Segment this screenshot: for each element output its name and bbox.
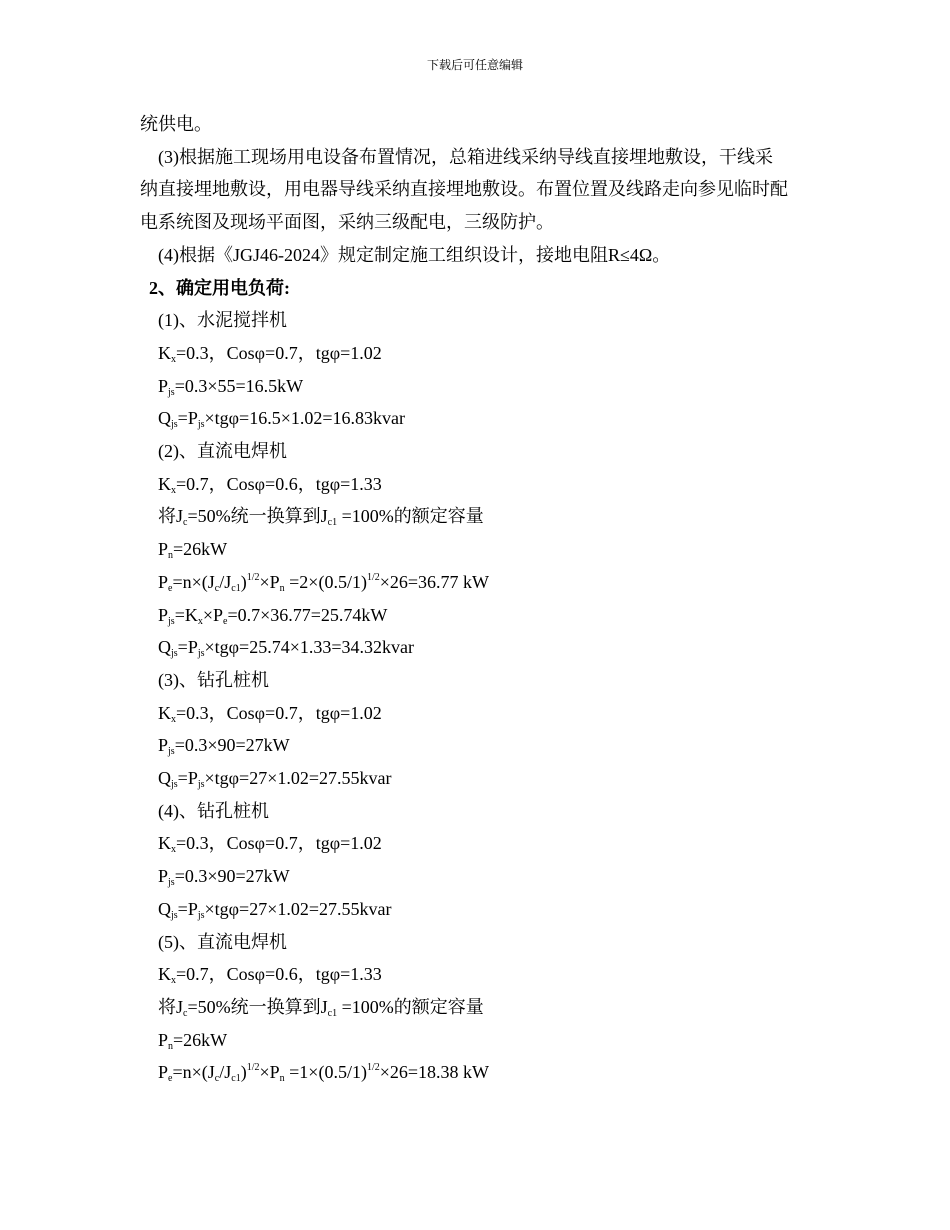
- formula-pe: $P_e=n\times(J_c/J_{c1})^{1/2}\times P_n =1\times(0.5/1)^{1/2}\times 26=18.38$ kW: [158, 1062, 490, 1085]
- formula-pn: $P_n=26kW$: [158, 539, 228, 562]
- formula-pe: $P_e=n\times(J_c/J_{c1})^{1/2}\times P_n =2\times(0.5/1)^{1/2}\times 26=36.77$ kW: [158, 571, 490, 594]
- formula-qjs: $Q_{js}=P_{js}\times tg\varphi=25.74\times 1.33=34.32kvar$: [158, 637, 414, 660]
- conversion-line: 将$J_c=50\%$统一换算到$J_{c1} =100\%$的额定容量: [158, 506, 484, 529]
- paragraph-line: 电系统图及现场平面图，采纳三级配电，三级防护。: [140, 212, 554, 233]
- item-title: (2)、直流电焊机: [158, 441, 287, 462]
- formula-pjs: $P_{js}=0.3\times 55=16.5kW$: [158, 375, 304, 398]
- conversion-line: 将$J_c=50\%$统一换算到$J_{c1} =100\%$的额定容量: [158, 996, 484, 1019]
- formula-qjs: $Q_{js}=P_{js}\times tg\varphi=16.5\times 1.02=16.83kvar$: [158, 408, 405, 431]
- formula-kx: $K_x=0.3$，Cosφ=0.7，tgφ=1.02: [158, 342, 382, 365]
- paragraph-line: 统供电。: [140, 114, 212, 134]
- page-header: 下载后可任意编辑: [426, 58, 523, 72]
- formula-kx: $K_x=0.7$，Cosφ=0.6，tgφ=1.33: [158, 473, 382, 496]
- formula-qjs: $Q_{js}=P_{js}\times tg\varphi=27\times 1.02=27.55kvar$: [158, 768, 392, 791]
- formula-pjs: $P_{js}=K_x\times P_e=0.7\times 36.77=25.74kW$: [158, 604, 388, 627]
- item-title: (1)、水泥搅拌机: [158, 310, 287, 331]
- item-title: (5)、直流电焊机: [158, 931, 287, 952]
- item-title: (3)、钻孔桩机: [158, 669, 269, 690]
- formula-pjs: $P_{js}=0.3\times 90=27kW$: [158, 866, 290, 889]
- document-body: [140, 108, 820, 1089]
- formula-pjs: $P_{js}=0.3\times 90=27kW$: [158, 735, 290, 758]
- paragraph-line: 纳直接埋地敷设，用电器导线采纳直接埋地敷设。布置位置及线路走向参见临时配: [140, 179, 788, 200]
- formula-qjs: $Q_{js}=P_{js}\times tg\varphi=27\times 1.02=27.55kvar$: [158, 898, 392, 921]
- formula-kx: $K_x=0.3$，Cosφ=0.7，tgφ=1.02: [158, 702, 382, 725]
- paragraph-line: (3)根据施工现场用电设备布置情况，总箱进线采纳导线直接埋地敷设，干线采: [158, 146, 773, 167]
- item-title: (4)、钻孔桩机: [158, 800, 269, 821]
- formula-pn: $P_n=26kW$: [158, 1029, 228, 1052]
- paragraph-line: (4)根据《JGJ46-2024》规定制定施工组织设计，接地电阻R≤4Ω。: [158, 244, 671, 265]
- formula-kx: $K_x=0.3$，Cosφ=0.7，tgφ=1.02: [158, 833, 382, 856]
- formula-kx: $K_x=0.7$，Cosφ=0.6，tgφ=1.33: [158, 964, 382, 987]
- section-heading: 2、确定用电负荷:: [149, 277, 290, 298]
